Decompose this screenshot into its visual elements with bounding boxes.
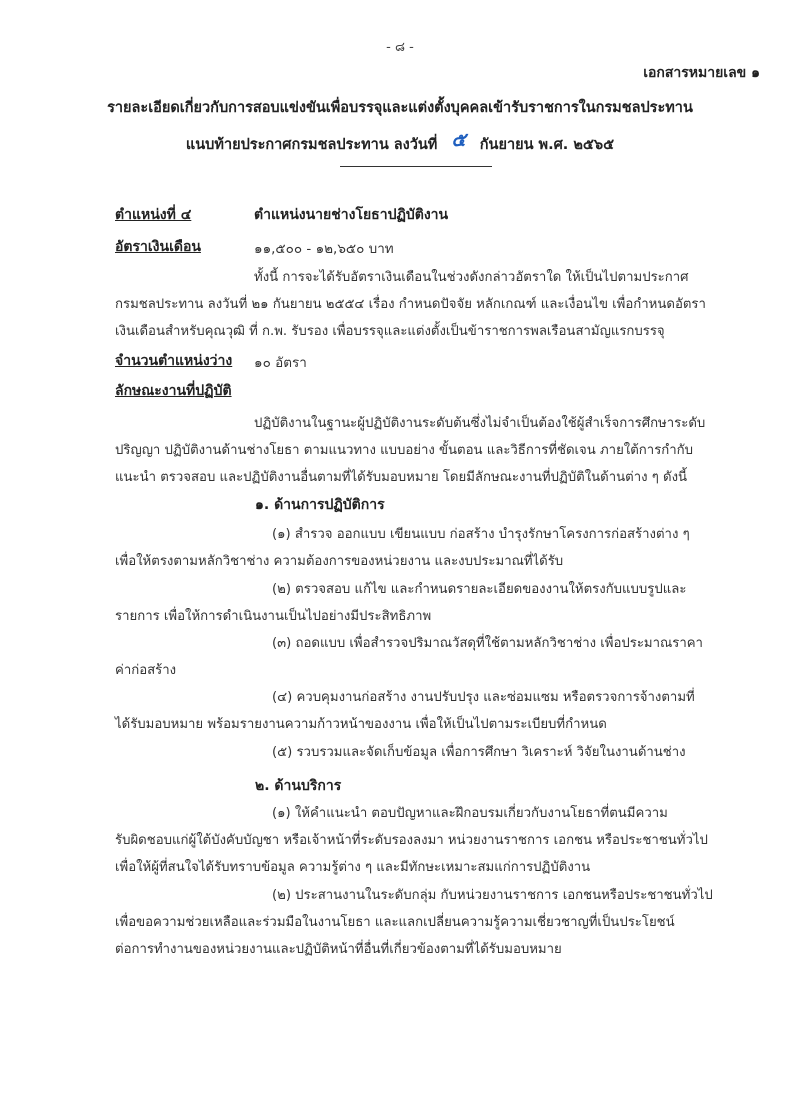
duty-item-continuation: รับผิดชอบแก่ผู้ใต้บังคับบัญชา หรือเจ้าหน้าที่ระดับรองลงมา หน่วยงานราชการ เอกชน หรือประชาชนทั่วไป [115,833,708,848]
duty-item: (๒) ตรวจสอบ แก้ไข และกำหนดรายละเอียดของงานให้ตรงกับแบบรูปและ [272,582,687,597]
duty-item: (๑) สำรวจ ออกแบบ เขียนแบบ ก่อสร้าง บำรุงรักษาโครงการก่อสร้างต่าง ๆ [272,527,690,542]
document-number: เอกสารหมายเลข ๑ [643,65,760,81]
announcement-prefix: แนบท้ายประกาศกรมชลประทาน ลงวันที่ [185,137,438,153]
job-intro-line: แนะนำ ตรวจสอบ และปฏิบัติงานอื่นตามที่ได้รับมอบหมาย โดยมีลักษณะงานที่ปฏิบัติในด้านต่าง ๆ ดังนี้ [115,470,688,485]
duty-item: (๔) ควบคุมงานก่อสร้าง งานปรับปรุง และซ่อมแซม หรือตรวจการจ้างตามที่ [272,690,695,705]
salary-note-line: ทั้งนี้ การจะได้รับอัตราเงินเดือนในช่วงดังกล่าวอัตราใด ให้เป็นไปตามประกาศ [254,270,689,285]
position-value: ตำแหน่งนายช่างโยธาปฏิบัติงาน [254,207,449,223]
duty-item-continuation: ค่าก่อสร้าง [115,663,177,678]
document-title-line2 [0,128,800,158]
title-divider [340,166,492,167]
announcement-date-suffix: กันยายน พ.ศ. ๒๕๖๕ [479,137,615,153]
duty-item-continuation: ต่อการทำงานของหน่วยงานและปฏิบัติหน้าที่อื่นที่เกี่ยวข้องตามที่ได้รับมอบหมาย [115,942,562,957]
document-title-line1: รายละเอียดเกี่ยวกับการสอบแข่งขันเพื่อบรรจุและแต่งตั้งบุคคลเข้ารับราชการในกรมชลประทาน [107,100,693,116]
duty-item: (๓) ถอดแบบ เพื่อสำรวจปริมาณวัสดุที่ใช้ตามหลักวิชาช่าง เพื่อประมาณราคา [272,636,703,651]
salary-note-line: เงินเดือนสำหรับคุณวุฒิ ที่ ก.พ. รับรอง เพื่อบรรจุและแต่งตั้งเป็นข้าราชการพลเรือนสามัญแรกบรรจุ [115,324,665,339]
duty-item-continuation: ได้รับมอบหมาย พร้อมรายงานความก้าวหน้าของงาน เพื่อให้เป็นไปตามระเบียบที่กำหนด [115,717,607,732]
salary-label: อัตราเงินเดือน [115,239,201,255]
section-heading-services: ๒. ด้านบริการ [255,778,342,794]
vacancies-value: ๑๐ อัตรา [254,355,307,371]
job-intro-line: ปฏิบัติงานในฐานะผู้ปฏิบัติงานระดับต้นซึ่งไม่จำเป็นต้องใช้ผู้สำเร็จการศึกษาระดับ [254,416,706,431]
duty-item-continuation: เพื่อให้ผู้ที่สนใจได้รับทราบข้อมูล ความรู้ต่าง ๆ และมีทักษะเหมาะสมแก่การปฏิบัติงาน [115,860,591,875]
salary-note-line: กรมชลประทาน ลงวันที่ ๒๑ กันยายน ๒๕๕๔ เรื่อง กำหนดปัจจัย หลักเกณฑ์ และเงื่อนไข เพื่อกำหนดอัตรา [115,297,706,312]
section-heading-operations: ๑. ด้านการปฏิบัติการ [255,497,385,513]
duty-item-continuation: เพื่อขอความช่วยเหลือและร่วมมือในงานโยธา และแลกเปลี่ยนความรู้ความเชี่ยวชาญที่เป็นประโยชน์ [115,915,675,930]
handwritten-day: ๕ [451,129,466,151]
duty-item-continuation: เพื่อให้ตรงตามหลักวิชาช่าง ความต้องการของหน่วยงาน และงบประมาณที่ได้รับ [115,554,564,569]
job-description-label: ลักษณะงานที่ปฏิบัติ [115,383,232,399]
duty-item-continuation: รายการ เพื่อให้การดำเนินงานเป็นไปอย่างมีประสิทธิภาพ [115,609,432,624]
job-intro-line: ปริญญา ปฏิบัติงานด้านช่างโยธา ตามแนวทาง แบบอย่าง ขั้นตอน และวิธีการที่ชัดเจน ภายใต้การกำกับ [115,443,694,458]
position-label: ตำแหน่งที่ ๔ [115,207,192,223]
duty-item: (๑) ให้คำแนะนำ ตอบปัญหาและฝึกอบรมเกี่ยวกับงานโยธาที่ตนมีความ [272,806,668,821]
salary-value: ๑๑,๕๐๐ - ๑๒,๖๕๐ บาท [254,241,394,257]
page-number: - ๘ - [386,40,414,55]
vacancies-label: จำนวนตำแหน่งว่าง [115,353,233,369]
duty-item: (๕) รวบรวมและจัดเก็บข้อมูล เพื่อการศึกษา วิเคราะห์ วิจัยในงานด้านช่าง [272,745,686,760]
duty-item: (๒) ประสานงานในระดับกลุ่ม กับหน่วยงานราชการ เอกชนหรือประชาชนทั่วไป [272,888,713,903]
